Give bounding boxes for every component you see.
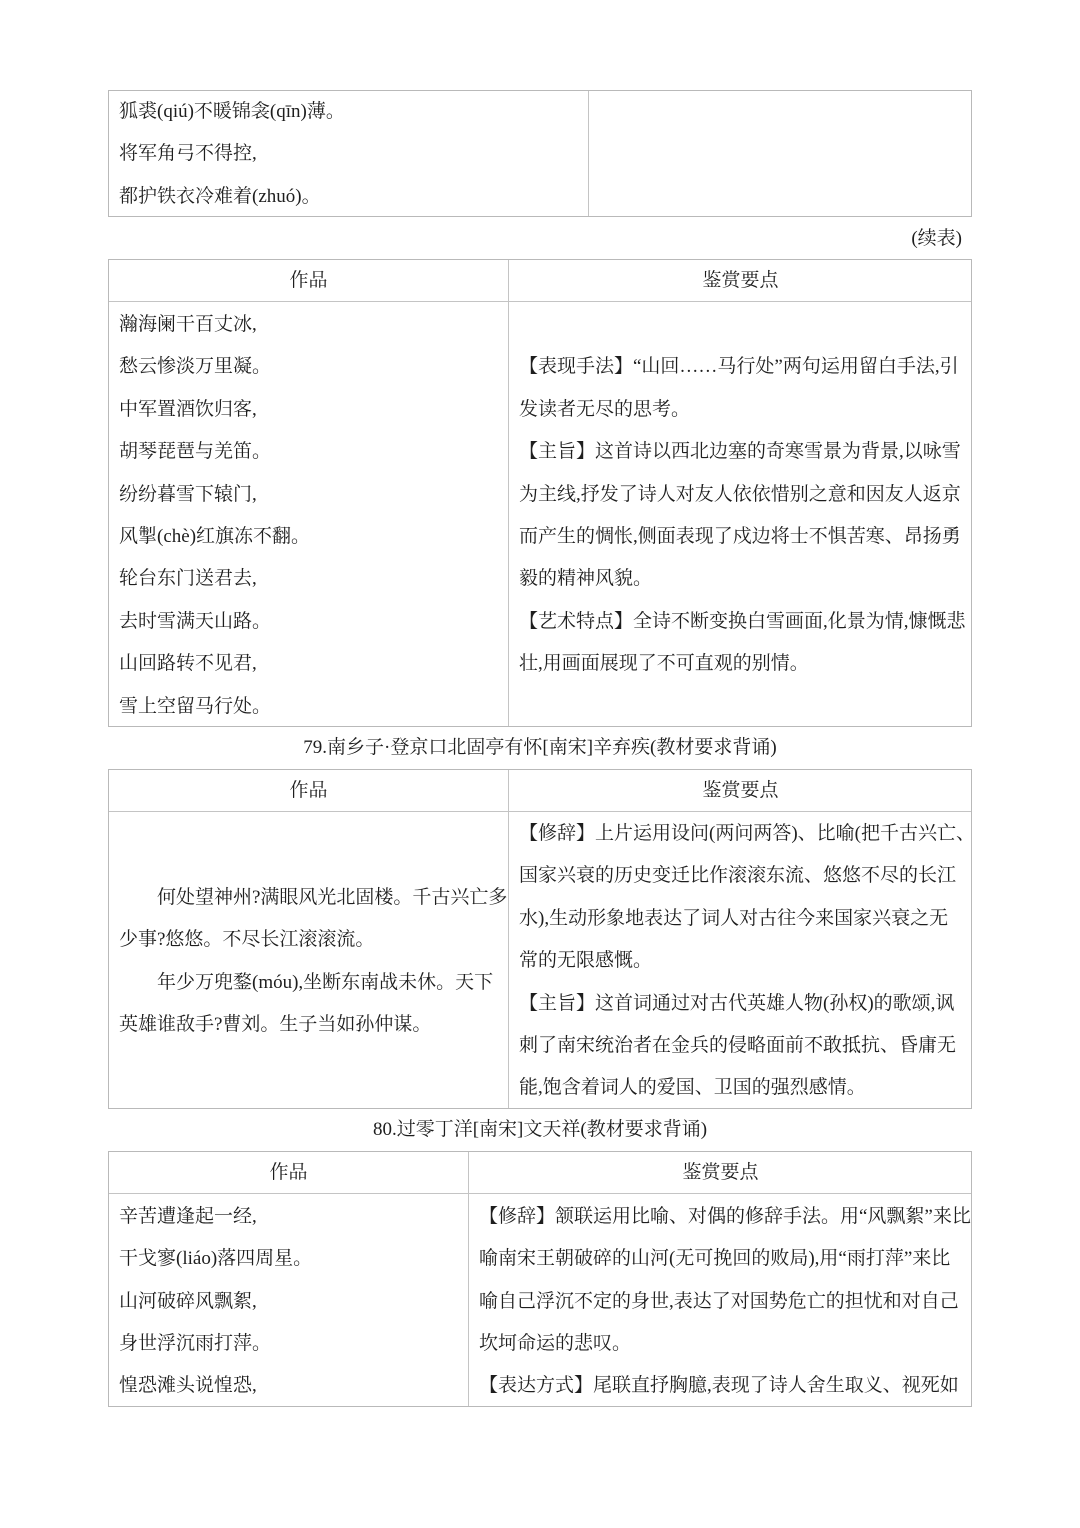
section-title-80: 80.过零丁洋[南宋]文天祥(教材要求背诵) [372, 1119, 708, 1140]
text-line: 【艺术特点】全诗不断变换白雪画面,化景为情,慷慨悲 [519, 610, 966, 632]
text-line: 而产生的惆怅,侧面表现了戍边将士不惧苦寒、昂扬勇 [519, 526, 961, 547]
text-line: 壮,用画面展现了不可直观的别情。 [519, 653, 809, 675]
text-line: 水),生动形象地表达了词人对古往今来国家兴衰之无 [519, 907, 949, 929]
text-line: 山回路转不见君, [119, 653, 257, 675]
text-line: 去时雪满天山路。 [119, 610, 272, 632]
text-line: 为主线,抒发了诗人对友人依依惜别之意和因友人返京 [519, 483, 961, 505]
poem-cell [119, 91, 579, 211]
text-line: 喻自己浮沉不定的身世,表达了对国势危亡的担忧和对自己 [479, 1290, 959, 1312]
text-line: 中军置酒饮归客, [119, 398, 257, 420]
column-divider [588, 91, 589, 216]
text-line: 毅的精神风貌。 [519, 568, 653, 590]
text-line: 【修辞】上片运用设问(两问两答)、比喻(把千古兴亡、 [519, 823, 975, 844]
text-line: 狐裘(qiú)不暖锦衾(qīn)薄。 [119, 101, 345, 122]
text-line: 何处望神州?满眼风光北固楼。千古兴亡多 [157, 887, 508, 908]
text-line: 山河破碎风飘絮, [119, 1290, 257, 1312]
poem-table-79 [108, 769, 975, 1109]
text-line: 胡琴琵琶与羌笛。 [119, 441, 272, 463]
text-line: 【表达方式】尾联直抒胸臆,表现了诗人舍生取义、视死如 [479, 1375, 959, 1397]
text-line: 身世浮沉雨打萍。 [119, 1332, 272, 1354]
header-appreciation: 鉴赏要点 [702, 270, 779, 291]
text-line: 轮台东门送君去, [119, 568, 257, 590]
text-line: 都护铁衣冷难着(zhuó)。 [119, 185, 321, 207]
header-appreciation: 鉴赏要点 [702, 780, 779, 801]
column-divider [508, 770, 509, 1108]
table-header-row [109, 1152, 971, 1194]
text-line: 瀚海阑干百丈冰, [119, 314, 257, 335]
header-work: 作品 [269, 1162, 308, 1183]
table-header-row [109, 770, 971, 812]
text-line: 刺了南宋统治者在金兵的侵略面前不敢抵抗、昏庸无 [519, 1035, 957, 1056]
text-line: 愁云惨淡万里凝。 [119, 356, 272, 378]
text-line: 雪上空留马行处。 [119, 695, 272, 717]
header-work: 作品 [289, 780, 328, 801]
text-line: 年少万兜鍪(móu),坐断东南战未休。天下 [157, 971, 494, 993]
text-line: 【主旨】这首词通过对古代英雄人物(孙权)的歌颂,讽 [519, 992, 955, 1014]
text-line: 辛苦遭逢起一经, [119, 1206, 257, 1227]
text-line: 风掣(chè)红旗冻不翻。 [119, 526, 311, 547]
text-line: 喻南宋王朝破碎的山河(无可挽回的败局),用“雨打萍”来比 [479, 1248, 951, 1270]
poem-table-78 [108, 259, 972, 727]
text-line: 少事?悠悠。不尽长江滚滚流。 [119, 929, 375, 951]
text-line: 【主旨】这首诗以西北边塞的奇寒雪景为背景,以咏雪 [519, 441, 961, 463]
text-line: 【表现手法】“山回……马行处”两句运用留白手法,引 [519, 356, 959, 378]
column-divider [468, 1152, 469, 1406]
table-continued-fragment [108, 90, 972, 217]
text-line: 惶恐滩头说惶恐, [119, 1375, 257, 1397]
text-line: 国家兴衰的历史变迁比作滚滚东流、悠悠不尽的长江 [519, 865, 957, 887]
text-line: 【修辞】颔联运用比喻、对偶的修辞手法。用“风飘絮”来比 [479, 1206, 971, 1227]
text-line: 干戈寥(liáo)落四周星。 [119, 1248, 313, 1270]
text-line: 将军角弓不得控, [119, 143, 257, 165]
table-header-row [109, 260, 971, 302]
poem-table-80 [108, 1151, 972, 1407]
column-divider [508, 260, 509, 726]
text-line: 能,饱含着词人的爱国、卫国的强烈感情。 [519, 1077, 866, 1099]
text-line: 坎坷命运的悲叹。 [479, 1332, 632, 1354]
section-title-79: 79.南乡子·登京口北固亭有怀[南宋]辛弃疾(教材要求背诵) [303, 737, 777, 758]
text-line: 发读者无尽的思考。 [519, 398, 691, 420]
header-appreciation: 鉴赏要点 [682, 1162, 759, 1183]
continued-label: (续表) [911, 228, 962, 249]
text-line: 纷纷暮雪下辕门, [119, 483, 257, 505]
text-line: 常的无限感慨。 [519, 950, 653, 972]
text-line: 英雄谁敌手?曹刘。生子当如孙仲谋。 [119, 1014, 432, 1036]
header-work: 作品 [289, 270, 328, 291]
